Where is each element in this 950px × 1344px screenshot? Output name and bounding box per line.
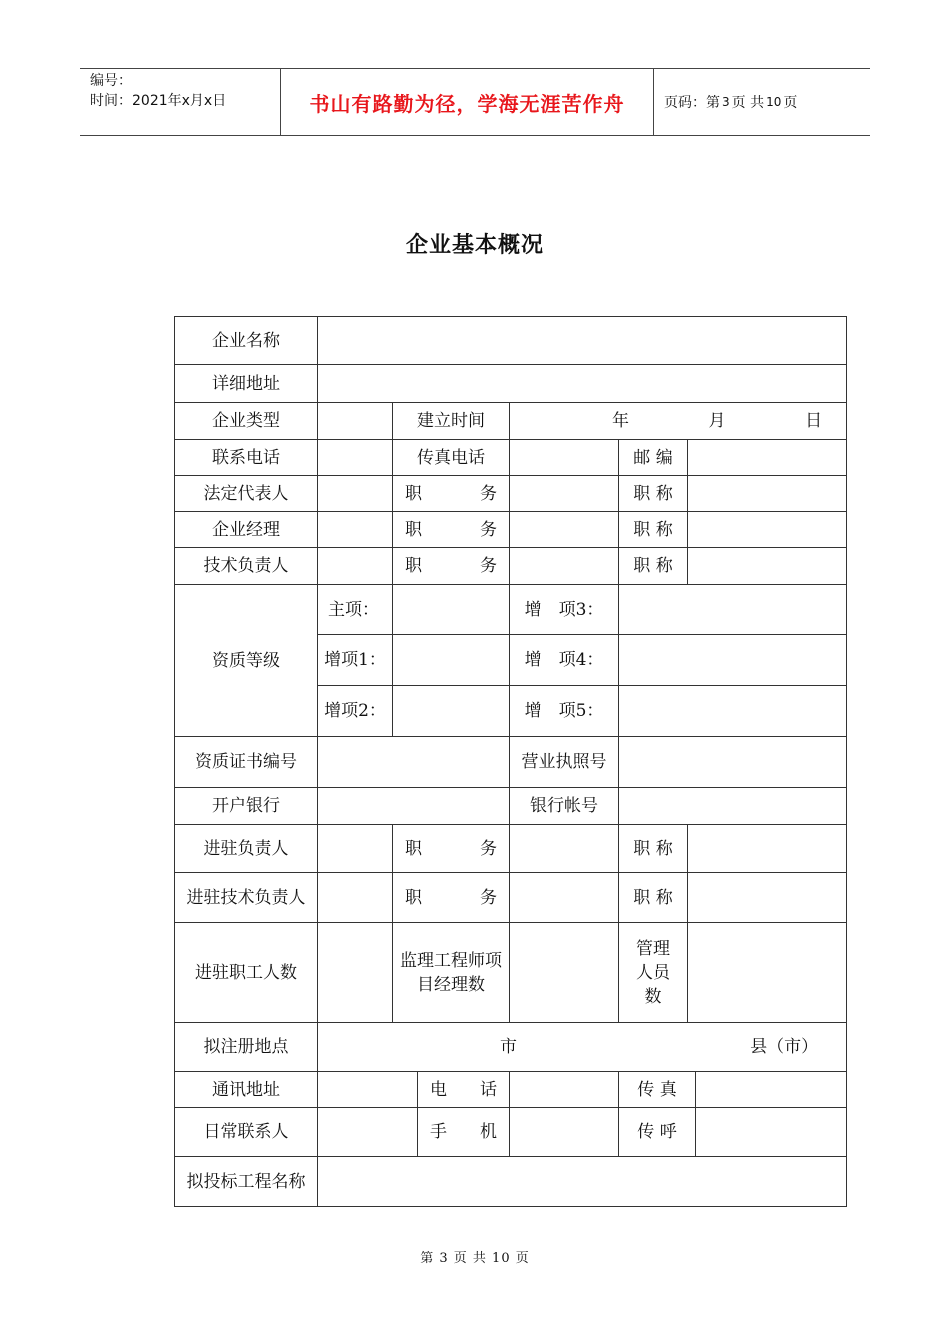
reg-location-field[interactable] xyxy=(318,1023,847,1072)
position-field[interactable] xyxy=(510,512,619,548)
add-item-1-label: 增项1： xyxy=(318,635,393,686)
title-field[interactable] xyxy=(688,476,847,512)
position-label: 职 务 xyxy=(393,476,510,512)
license-no-label: 营业执照号 xyxy=(510,737,619,788)
mail-address-field[interactable] xyxy=(318,1072,418,1108)
page-total: 10 xyxy=(766,95,782,109)
table-row xyxy=(175,1072,847,1108)
founded-label: 建立时间 xyxy=(393,403,510,440)
title-label: 职 称 xyxy=(619,476,688,512)
add-item-5-field[interactable] xyxy=(619,686,847,737)
page-footer: 第 3 页 共 10 页 xyxy=(420,1251,530,1266)
tel-field[interactable] xyxy=(510,1072,619,1108)
tech-lead-field[interactable] xyxy=(318,548,393,585)
bank-account-field[interactable] xyxy=(619,788,847,825)
page-number: 3 xyxy=(722,95,730,109)
postcode-field[interactable] xyxy=(688,440,847,476)
table-row xyxy=(175,512,847,548)
add-item-4-label: 增 项4： xyxy=(510,635,619,686)
onsite-staff-field[interactable] xyxy=(318,923,393,1023)
license-no-field[interactable] xyxy=(619,737,847,788)
table-row xyxy=(175,788,847,825)
company-name-field[interactable] xyxy=(318,317,847,365)
onsite-staff-label: 进驻职工人数 xyxy=(175,923,318,1023)
title-field[interactable] xyxy=(688,548,847,585)
month-label: 月 xyxy=(708,411,726,431)
manager-field[interactable] xyxy=(318,512,393,548)
onsite-tech-lead-label: 进驻技术负责人 xyxy=(175,873,318,923)
bank-account-label: 银行帐号 xyxy=(510,788,619,825)
manager-label: 企业经理 xyxy=(175,512,318,548)
address-field[interactable] xyxy=(318,365,847,403)
postcode-label: 邮 编 xyxy=(619,440,688,476)
header-motto: 书山有路勤为径，学海无涯苦作舟 xyxy=(280,69,654,135)
main-item-field[interactable] xyxy=(393,585,510,635)
bank-field[interactable] xyxy=(318,788,510,825)
phone-field[interactable] xyxy=(318,440,393,476)
table-row xyxy=(175,317,847,365)
phone-label: 联系电话 xyxy=(175,440,318,476)
title-label: 职 称 xyxy=(619,512,688,548)
add-item-2-field[interactable] xyxy=(393,686,510,737)
tel-label: 电 话 xyxy=(418,1072,510,1108)
position-label: 职 务 xyxy=(393,548,510,585)
header-page-info: 页码：第 3 页 共 10 页 xyxy=(664,95,798,111)
table-row xyxy=(175,585,847,635)
company-type-label: 企业类型 xyxy=(175,403,318,440)
table-row xyxy=(175,403,847,440)
supervisor-count-field[interactable] xyxy=(510,923,619,1023)
qualification-label: 资质等级 xyxy=(175,585,318,737)
add-item-2-label: 增项2： xyxy=(318,686,393,737)
page-header xyxy=(80,68,870,136)
legal-rep-label: 法定代表人 xyxy=(175,476,318,512)
table-row xyxy=(175,737,847,788)
position-field[interactable] xyxy=(510,825,619,873)
position-label: 职 务 xyxy=(393,873,510,923)
table-row xyxy=(175,365,847,403)
add-item-1-field[interactable] xyxy=(393,635,510,686)
title-label: 职 称 xyxy=(619,548,688,585)
bank-label: 开户银行 xyxy=(175,788,318,825)
page-title: 企业基本概况 xyxy=(405,232,544,258)
county-label: 县（市） xyxy=(750,1037,819,1057)
header-meta xyxy=(80,69,280,135)
table-row xyxy=(175,873,847,923)
position-field[interactable] xyxy=(510,476,619,512)
pager-label: 传 呼 xyxy=(619,1108,696,1157)
cert-no-field[interactable] xyxy=(318,737,510,788)
bid-project-field[interactable] xyxy=(318,1157,847,1207)
city-label: 市 xyxy=(500,1037,517,1057)
day-label: 日 xyxy=(805,411,823,431)
title-label: 职 称 xyxy=(619,825,688,873)
title-label: 职 称 xyxy=(619,873,688,923)
title-field[interactable] xyxy=(688,825,847,873)
position-field[interactable] xyxy=(510,548,619,585)
mgmt-count-field[interactable] xyxy=(688,923,847,1023)
reg-location-label: 拟注册地点 xyxy=(175,1023,318,1072)
add-item-5-label: 增 项5： xyxy=(510,686,619,737)
bid-project-label: 拟投标工程名称 xyxy=(175,1157,318,1207)
company-info-form xyxy=(174,316,847,1207)
year-label: 年 xyxy=(612,411,629,431)
position-label: 职 务 xyxy=(393,512,510,548)
table-row xyxy=(175,825,847,873)
add-item-3-label: 增 项3： xyxy=(510,585,619,635)
fax2-label: 传 真 xyxy=(619,1072,696,1108)
onsite-lead-label: 进驻负责人 xyxy=(175,825,318,873)
onsite-tech-lead-field[interactable] xyxy=(318,873,393,923)
add-item-3-field[interactable] xyxy=(619,585,847,635)
mgmt-count-label: 管理人员数 xyxy=(619,923,688,1023)
table-row xyxy=(175,440,847,476)
fax-field[interactable] xyxy=(510,440,619,476)
table-row xyxy=(175,923,847,1023)
main-item-label: 主项： xyxy=(318,585,393,635)
mobile-field[interactable] xyxy=(510,1108,619,1157)
daily-contact-field[interactable] xyxy=(318,1108,418,1157)
table-row xyxy=(175,1108,847,1157)
position-label: 职 务 xyxy=(393,825,510,873)
cert-no-label: 资质证书编号 xyxy=(175,737,318,788)
time-label: 时间：2021年x月x日 xyxy=(90,93,227,109)
mobile-label: 手 机 xyxy=(418,1108,510,1157)
pager-field[interactable] xyxy=(696,1108,847,1157)
table-row xyxy=(175,1023,847,1072)
code-label: 编号： xyxy=(90,73,132,89)
onsite-lead-field[interactable] xyxy=(318,825,393,873)
title-field[interactable] xyxy=(688,512,847,548)
daily-contact-label: 日常联系人 xyxy=(175,1108,318,1157)
fax2-field[interactable] xyxy=(696,1072,847,1108)
legal-rep-field[interactable] xyxy=(318,476,393,512)
table-row xyxy=(175,476,847,512)
table-row xyxy=(175,548,847,585)
mail-address-label: 通讯地址 xyxy=(175,1072,318,1108)
address-label: 详细地址 xyxy=(175,365,318,403)
add-item-4-field[interactable] xyxy=(619,635,847,686)
tech-lead-label: 技术负责人 xyxy=(175,548,318,585)
supervisor-count-label: 监理工程师项目经理数 xyxy=(393,923,510,1023)
company-name-label: 企业名称 xyxy=(175,317,318,365)
founded-field[interactable] xyxy=(510,403,847,440)
fax-label: 传真电话 xyxy=(393,440,510,476)
title-field[interactable] xyxy=(688,873,847,923)
position-field[interactable] xyxy=(510,873,619,923)
table-row xyxy=(175,1157,847,1207)
company-type-field[interactable] xyxy=(318,403,393,440)
